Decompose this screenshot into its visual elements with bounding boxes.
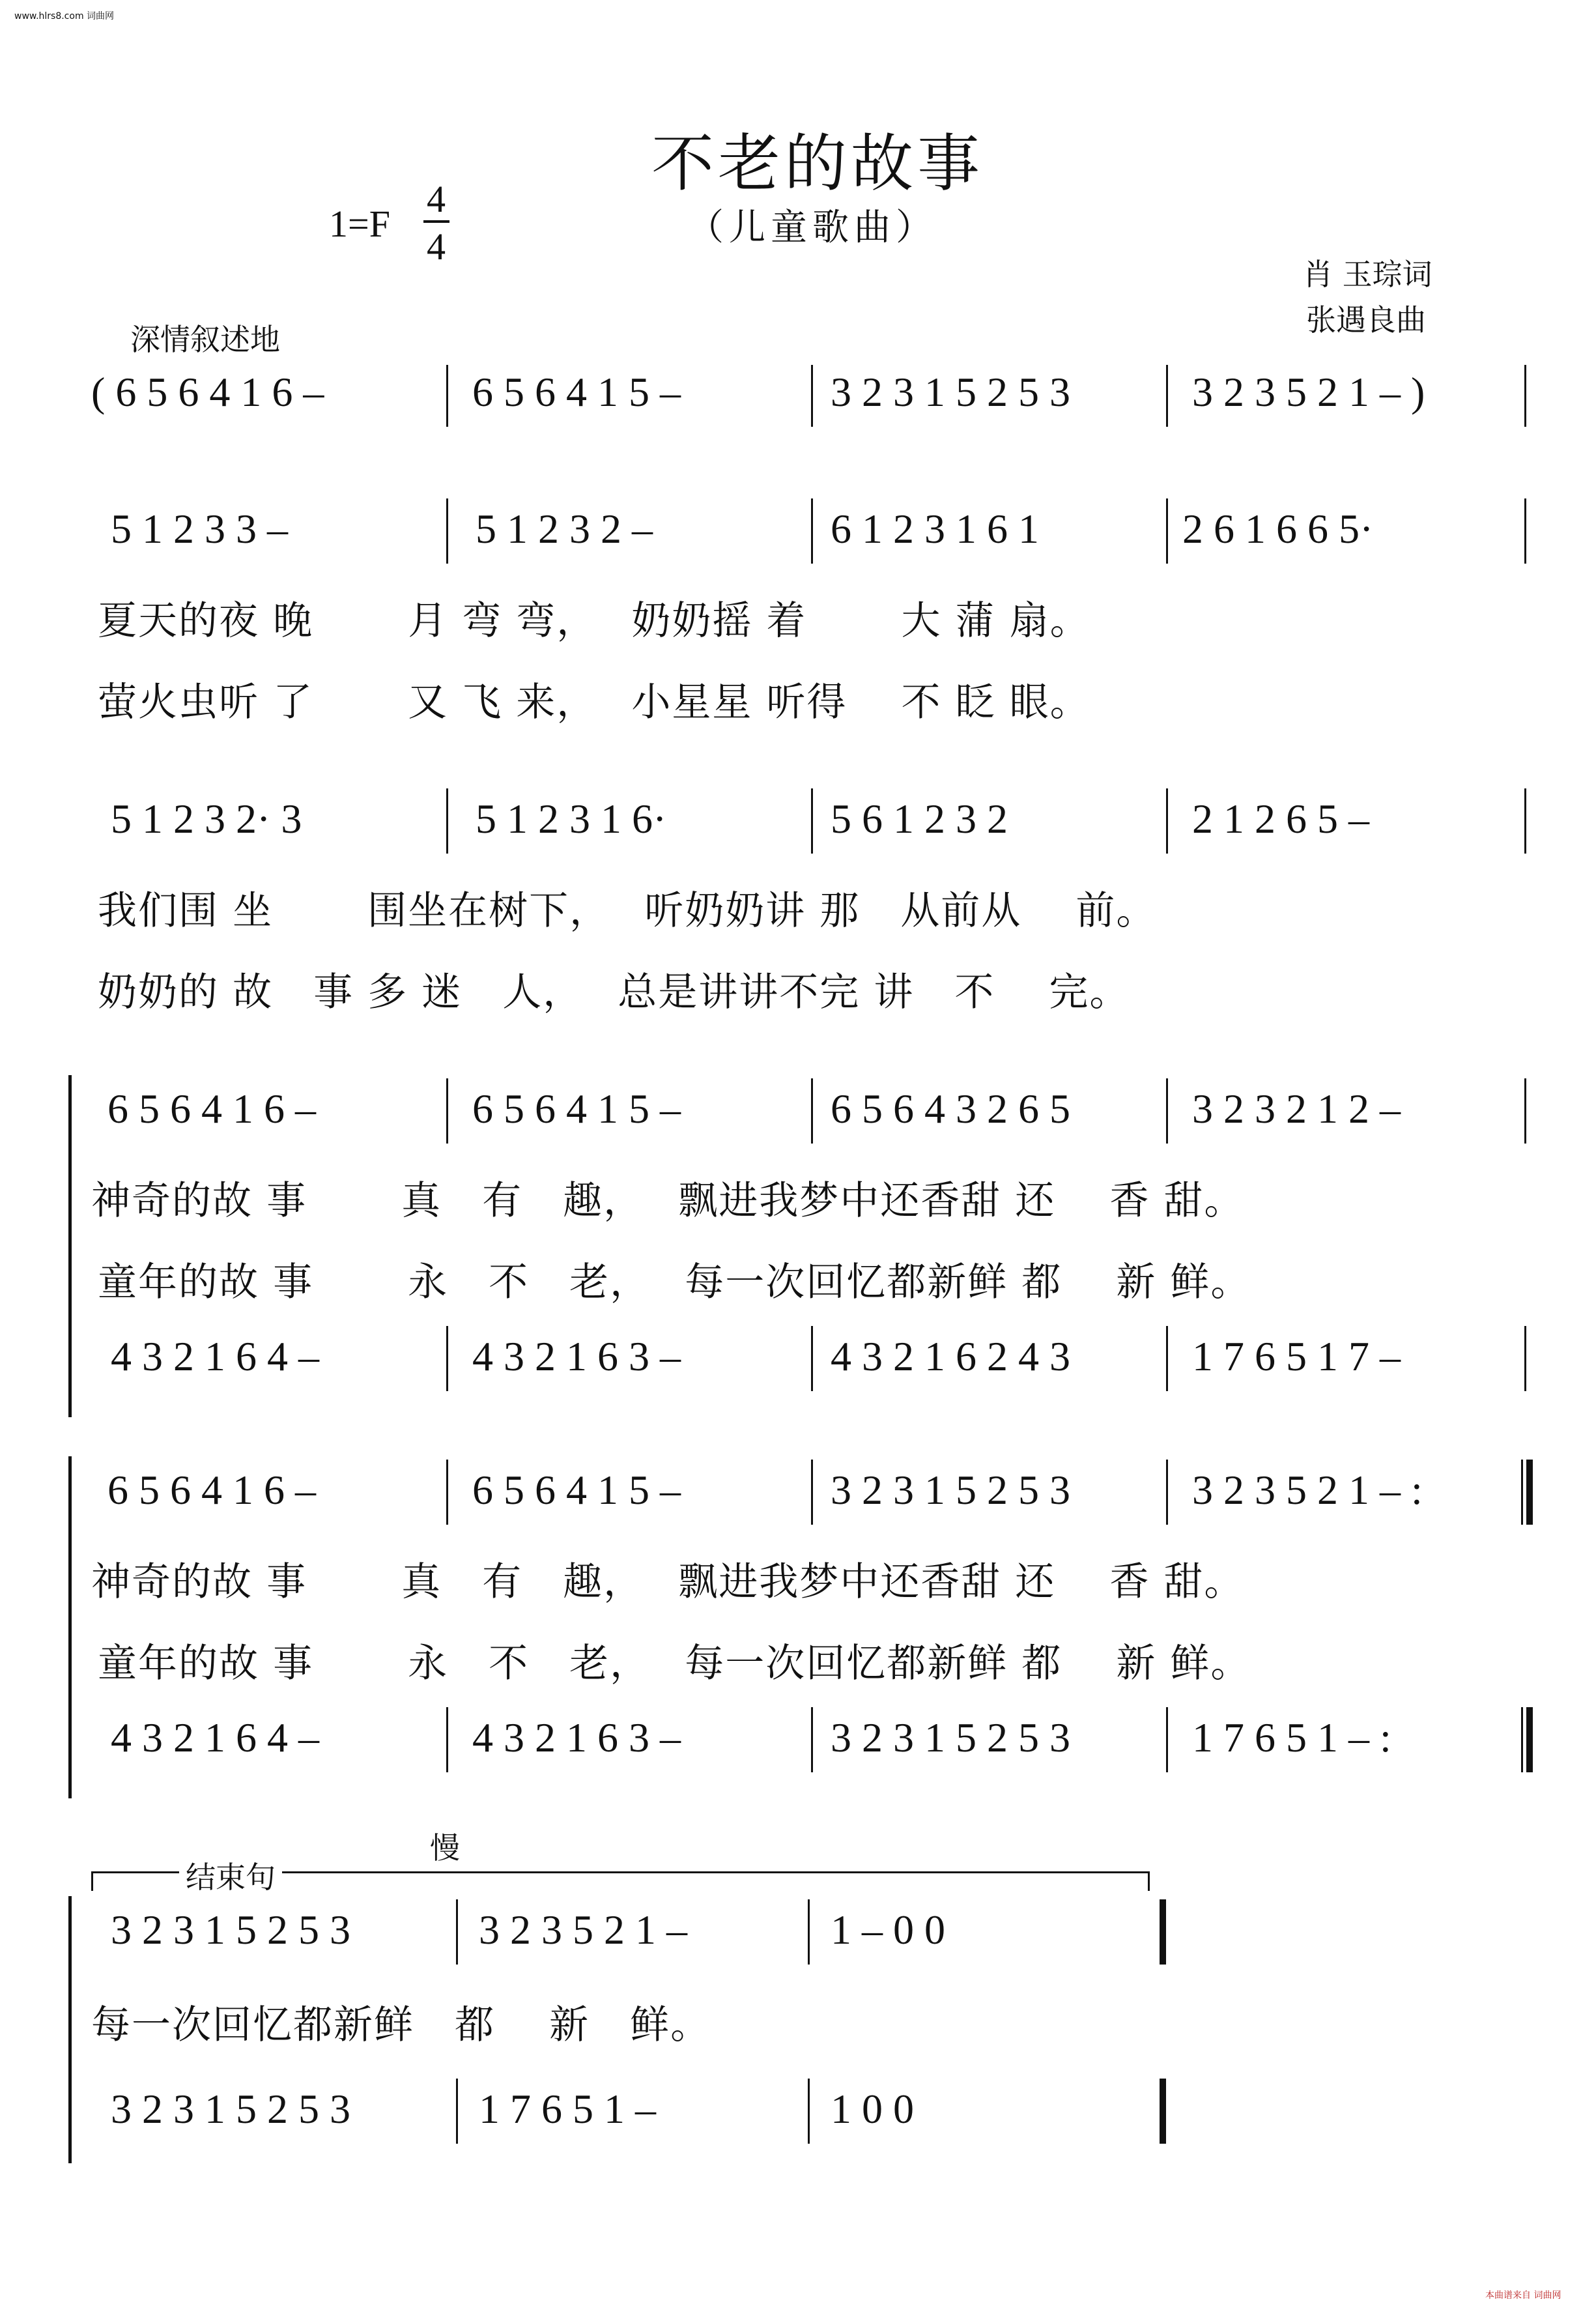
measure: 1 7 6 5 1 – : xyxy=(1192,1714,1391,1761)
repeat-barline-thin xyxy=(1521,1460,1523,1525)
measure: 6 5 6 4 1 5 – xyxy=(472,1086,681,1132)
barline xyxy=(1166,365,1168,427)
measure: 5 1 2 3 2· 3 xyxy=(111,796,302,842)
measure: 6 5 6 4 1 6 – xyxy=(107,1086,316,1132)
lyricist: 肖 玉琮词 xyxy=(1303,257,1432,292)
measure: 6 5 6 4 1 6 – xyxy=(107,1467,316,1513)
barline xyxy=(1166,1707,1168,1772)
barline xyxy=(1524,365,1526,427)
barline xyxy=(446,365,448,427)
song-subtitle: （儿童歌曲） xyxy=(687,207,937,249)
time-signature-line xyxy=(423,220,449,223)
measure: 4 3 2 1 6 3 – xyxy=(472,1333,681,1379)
measure: 2 1 2 6 5 – xyxy=(1192,796,1369,842)
measure: 3 2 3 5 2 1 – ) xyxy=(1192,369,1425,415)
lyric-line: 我们围 坐 围坐在树下， 听奶奶讲 那 从前从 前。 xyxy=(98,888,1157,934)
barline xyxy=(1166,1078,1168,1144)
barline xyxy=(456,2079,458,2144)
measure: 2 6 1 6 6 5· xyxy=(1182,506,1374,552)
song-title: 不老的故事 xyxy=(651,127,984,200)
measure: 4 3 2 1 6 4 – xyxy=(111,1333,319,1379)
time-signature-top: 4 xyxy=(427,178,446,220)
barline xyxy=(811,498,813,564)
ending-bracket-right xyxy=(1148,1871,1150,1891)
barline xyxy=(811,1078,813,1144)
composer: 张遇良曲 xyxy=(1306,302,1426,338)
measure: 3 2 3 1 5 2 5 3 xyxy=(831,369,1070,415)
system-bracket xyxy=(68,1075,72,1417)
barline xyxy=(808,2079,810,2144)
lyric-line: 奶奶的 故 事 多 迷 人， 总是讲讲不完 讲 不 完。 xyxy=(98,970,1130,1015)
measure: 6 1 2 3 1 6 1 xyxy=(831,506,1039,552)
barline xyxy=(446,498,448,564)
final-barline xyxy=(1160,2079,1166,2144)
repeat-barline-thin xyxy=(1521,1707,1523,1772)
barline xyxy=(811,788,813,854)
lyric-line: 萤火虫听 了 又 飞 来， 小星星 听得 不 眨 眼。 xyxy=(98,680,1090,725)
lyric-line: 童年的故 事 永 不 老， 每一次回忆都新鲜 都 新 鲜。 xyxy=(98,1641,1251,1686)
tempo-change: 慢 xyxy=(430,1830,460,1865)
lyric-line: 每一次回忆都新鲜 都 新 鲜。 xyxy=(91,2002,711,2048)
barline xyxy=(811,1460,813,1525)
repeat-barline-thick xyxy=(1526,1707,1533,1772)
barline xyxy=(1524,1078,1526,1144)
barline xyxy=(1166,498,1168,564)
site-watermark: www.hlrs8.com 词曲网 xyxy=(14,11,115,22)
key-signature: 1=F xyxy=(329,203,390,245)
measure: 4 3 2 1 6 3 – xyxy=(472,1714,681,1761)
measure: 1 0 0 xyxy=(831,2086,914,2132)
ending-label: 结束句 xyxy=(179,1854,282,1897)
lyric-line: 神奇的故 事 真 有 趣， 飘进我梦中还香甜 还 香 甜。 xyxy=(91,1178,1245,1224)
barline xyxy=(811,1326,813,1391)
measure: 3 2 3 5 2 1 – : xyxy=(1192,1467,1423,1513)
measure: 3 2 3 1 5 2 5 3 xyxy=(111,1907,350,1953)
barline xyxy=(811,365,813,427)
measure: 1 7 6 5 1 7 – xyxy=(1192,1333,1401,1379)
barline xyxy=(808,1899,810,1965)
measure: 3 2 3 5 2 1 – xyxy=(479,1907,687,1953)
measure: 6 5 6 4 1 5 – xyxy=(472,1467,681,1513)
barline xyxy=(446,788,448,854)
measure: 6 5 6 4 1 5 – xyxy=(472,369,681,415)
measure: 4 3 2 1 6 2 4 3 xyxy=(831,1333,1070,1379)
barline xyxy=(1166,1460,1168,1525)
barline xyxy=(1524,1326,1526,1391)
repeat-barline-thick xyxy=(1526,1460,1533,1525)
measure: 1 7 6 5 1 – xyxy=(479,2086,656,2132)
footer-watermark: 本曲谱来自 词曲网 xyxy=(1485,2290,1561,2301)
barline xyxy=(1166,1326,1168,1391)
ending-bracket-left xyxy=(91,1871,93,1891)
measure: 5 1 2 3 1 6· xyxy=(476,796,667,842)
system-bracket xyxy=(68,1456,72,1798)
final-barline xyxy=(1160,1899,1166,1965)
barline xyxy=(446,1460,448,1525)
barline xyxy=(446,1078,448,1144)
barline xyxy=(446,1707,448,1772)
measure: 5 6 1 2 3 2 xyxy=(831,796,1008,842)
barline xyxy=(1524,498,1526,564)
system-bracket xyxy=(68,1896,72,2163)
measure: 5 1 2 3 3 – xyxy=(111,506,288,552)
lyric-line: 童年的故 事 永 不 老， 每一次回忆都新鲜 都 新 鲜。 xyxy=(98,1260,1251,1305)
measure: 3 2 3 2 1 2 – xyxy=(1192,1086,1401,1132)
barline xyxy=(446,1326,448,1391)
measure: 3 2 3 1 5 2 5 3 xyxy=(111,2086,350,2132)
measure: 3 2 3 1 5 2 5 3 xyxy=(831,1714,1070,1761)
measure: 6 5 6 4 3 2 6 5 xyxy=(831,1086,1070,1132)
measure: ( 6 5 6 4 1 6 – xyxy=(91,369,324,415)
barline xyxy=(456,1899,458,1965)
measure: 4 3 2 1 6 4 – xyxy=(111,1714,319,1761)
barline xyxy=(811,1707,813,1772)
lyric-line: 夏天的夜 晚 月 弯 弯， 奶奶摇 着 大 蒲 扇。 xyxy=(98,598,1090,644)
measure: 3 2 3 1 5 2 5 3 xyxy=(831,1467,1070,1513)
tempo-marking: 深情叙述地 xyxy=(130,322,280,357)
lyric-line: 神奇的故 事 真 有 趣， 飘进我梦中还香甜 还 香 甜。 xyxy=(91,1559,1245,1605)
barline xyxy=(1524,788,1526,854)
measure: 5 1 2 3 2 – xyxy=(476,506,653,552)
measure: 1 – 0 0 xyxy=(831,1907,945,1953)
time-signature-bottom: 4 xyxy=(427,225,446,268)
barline xyxy=(1166,788,1168,854)
